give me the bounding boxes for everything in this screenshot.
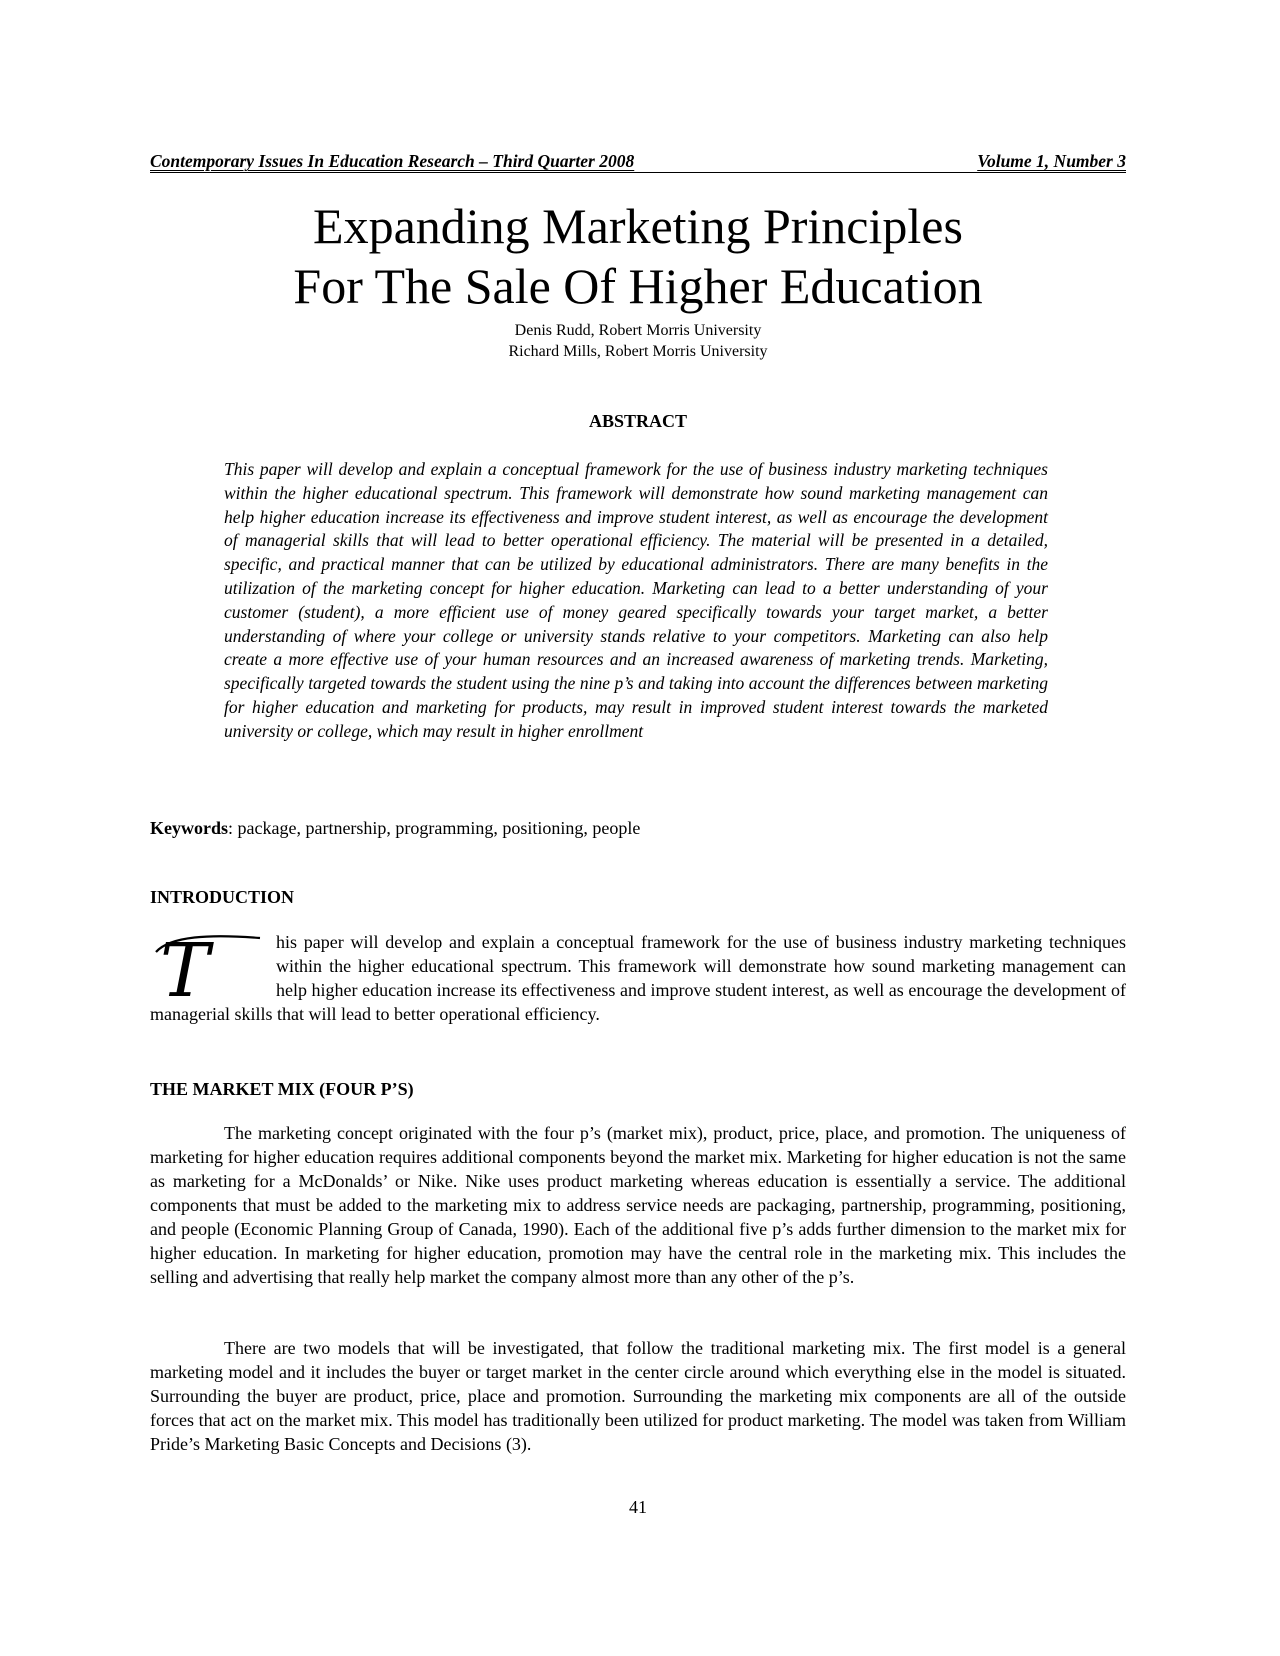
introduction-paragraph — [150, 930, 1126, 1026]
abstract-text: This paper will develop and explain a conceptual framework for the use of business industry marketing techniques within the higher educational spectrum. This framework will demonstrate how sound marketing management can help higher education increase its effectiveness and improve student interest, as well as encourage the development of managerial skills that will lead to better operational efficiency. The material will be presented in a detailed, specific, and practical manner that can be utilized by educational administrators. There are many benefits in the utilization of the marketing concept for higher education. Marketing can lead to a better understanding of your customer (student), a more efficient use of money geared specifically towards your target market, a better understanding of where your college or university stands relative to your competitors. Marketing can also help create a more effective use of your human resources and an increased awareness of marketing trends. Marketing, specifically targeted towards the student using the nine p’s and taking into account the differences between marketing for higher education and marketing for products, may result in improved student interest towards the marketed university or college, which may result in higher enrollment — [224, 459, 1048, 741]
abstract-heading: ABSTRACT — [588, 411, 688, 431]
introduction-heading: INTRODUCTION — [150, 887, 295, 907]
drop-cap — [150, 930, 272, 1002]
author-1: Denis Rudd, Robert Morris University — [514, 322, 762, 339]
keywords-list: : package, partnership, programming, positioning, people — [228, 818, 641, 838]
drop-cap-letter: T — [160, 930, 210, 1002]
running-header — [150, 150, 1126, 173]
volume-number: Volume 1, Number 3 — [977, 151, 1126, 171]
market-mix-paragraph-2: There are two models that will be investigated, that follow the traditional marketing mix. The first model is a general marketing model and it includes the buyer or target market in the center circle around which everything else in the model is situated. Surrounding the buyer are product, price, place and promotion. Surrounding the marketing mix components are all of the outside forces that act on the market mix. This model has traditionally been utilized for product marketing. The model was taken from William Pride’s Marketing Basic Concepts and Decisions (3). — [150, 1338, 1126, 1454]
market-mix-paragraph-1: The marketing concept originated with the four p’s (market mix), product, price, place, and promotion. The uniqueness of marketing for higher education requires additional components beyond the market mix. Marketing for higher education is not the same as marketing for a McDonalds’ or Nike. Nike uses product marketing whereas education is essentially a service. The additional components that must be added to the marketing mix to address service needs are packaging, partnership, programming, positioning, and people (Economic Planning Group of Canada, 1990). Each of the additional five p’s adds further dimension to the market mix for higher education. In marketing for higher education, promotion may have the central role in the marketing mix. This includes the selling and advertising that really help market the company almost more than any other of the p’s. — [150, 1123, 1126, 1287]
title-line-2: For The Sale Of Higher Education — [293, 258, 983, 314]
author-list — [150, 320, 1126, 362]
market-mix-heading: THE MARKET MIX (FOUR P’S) — [150, 1079, 414, 1099]
author-2: Richard Mills, Robert Morris University — [508, 343, 768, 360]
keywords-line — [150, 816, 1126, 840]
page-number: 41 — [629, 1497, 647, 1517]
keywords-label: Keywords — [150, 818, 228, 838]
title-line-1: Expanding Marketing Principles — [313, 198, 963, 254]
introduction-text: his paper will develop and explain a conceptual framework for the use of business industry marketing techniques within the higher educational spectrum. This framework will demonstrate how sound marketing management can help higher education increase its effectiveness and improve student interest, as well as encourage the development of managerial skills that will lead to better operational efficiency. — [150, 932, 1126, 1024]
paper-title — [150, 196, 1126, 316]
journal-name: Contemporary Issues In Education Research – Third Quarter 2008 — [150, 151, 635, 171]
